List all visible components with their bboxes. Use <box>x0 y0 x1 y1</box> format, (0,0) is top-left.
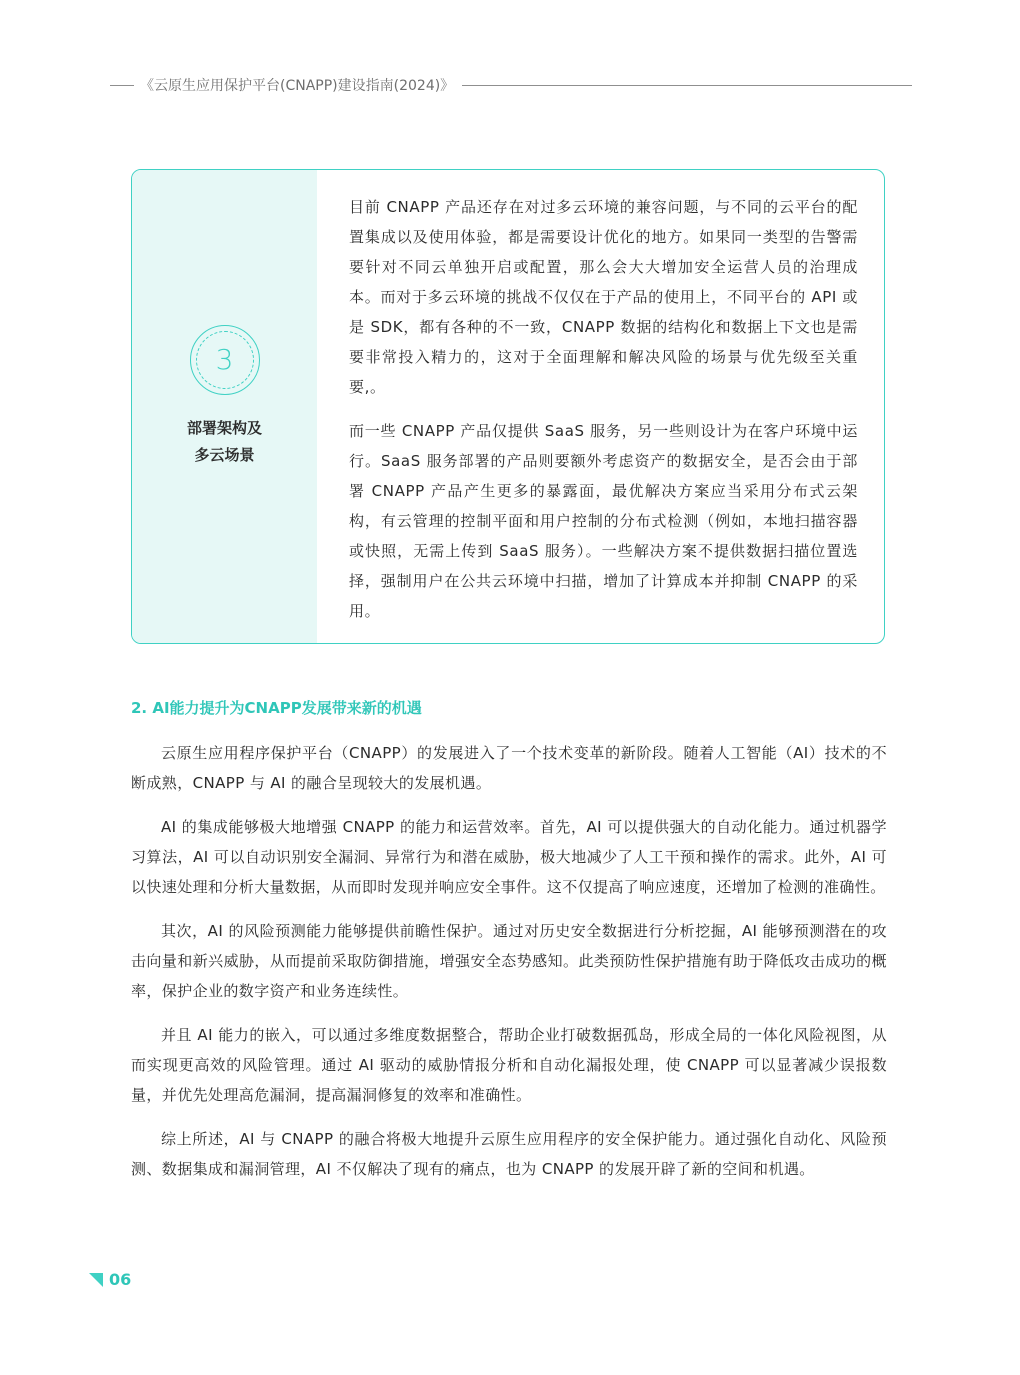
callout-paragraph: 目前 CNAPP 产品还存在对过多云环境的兼容问题，与不同的云平台的配置集成以及使用体验，都是需要设计优化的地方。如果同一类型的告警需要针对不同云单独开启或配置，那么会大大增加安全运营人员的治理成本。而对于多云环境的挑战不仅仅在于产品的使用上，不同平台的 API 或是 SDK，都有各种的不一致，CNAPP 数据的结构化和数据上下文也是需要非常投入精力的，这对于全面理解和解决风险的场景与优先级至关重要,。 <box>349 198 858 396</box>
page-number: 06 <box>109 1270 132 1289</box>
body-paragraph: 综上所述，AI 与 CNAPP 的融合将极大地提升云原生应用程序的安全保护能力。通过强化自动化、风险预测、数据集成和漏洞管理，AI 不仅解决了现有的痛点，也为 CNAPP 的发展开辟了新的空间和机遇。 <box>131 1130 887 1178</box>
document-title: 《云原生应用保护平台(CNAPP)建设指南(2024)》 <box>140 78 455 94</box>
callout-body <box>317 170 884 643</box>
body-paragraph: 其次，AI 的风险预测能力能够提供前瞻性保护。通过对历史安全数据进行分析挖掘，AI 能够预测潜在的攻击向量和新兴威胁，从而提前采取防御措施，增强安全态势感知。此类预防性保护措施有助于降低攻击成功的概率，保护企业的数字资产和业务连续性。 <box>131 922 887 1000</box>
section-heading: 2. AI能力提升为CNAPP发展带来新的机遇 <box>131 699 422 717</box>
corner-triangle-icon <box>89 1273 103 1287</box>
section-body <box>131 738 887 1198</box>
number-badge <box>190 325 260 395</box>
header-rule-left <box>110 85 134 86</box>
body-paragraph: AI 的集成能够极大地增强 CNAPP 的能力和运营效率。首先，AI 可以提供强大的自动化能力。通过机器学习算法，AI 可以自动识别安全漏洞、异常行为和潜在威胁，极大地减少了人工干预和操作的需求。此外，AI 可以快速处理和分析大量数据，从而即时发现并响应安全事件。这不仅提高了响应速度，还增加了检测的准确性。 <box>131 818 887 896</box>
header-rule-right <box>462 85 912 86</box>
body-paragraph: 云原生应用程序保护平台（CNAPP）的发展进入了一个技术变革的新阶段。随着人工智能（AI）技术的不断成熟，CNAPP 与 AI 的融合呈现较大的发展机遇。 <box>131 744 887 792</box>
callout-heading-line1: 部署架构及 <box>186 418 262 437</box>
running-header <box>110 74 912 96</box>
callout-paragraph: 而一些 CNAPP 产品仅提供 SaaS 服务，另一些则设计为在客户环境中运行。SaaS 服务部署的产品则要额外考虑资产的数据安全，是否会由于部署 CNAPP 产品产生更多的暴露面，最优解决方案应当采用分布式云架构，有云管理的控制平面和用户控制的分布式检测（例如，本地扫描容器或快照，无需上传到 SaaS 服务）。一些解决方案不提供数据扫描位置选择，强制用户在公共云环境中扫描，增加了计算成本并抑制 CNAPP 的采用。 <box>349 422 858 620</box>
callout-heading <box>170 415 280 469</box>
number-badge-value: 3 <box>196 331 254 389</box>
body-paragraph: 并且 AI 能力的嵌入，可以通过多维度数据整合，帮助企业打破数据孤岛，形成全局的一体化风险视图，从而实现更高效的风险管理。通过 AI 驱动的威胁情报分析和自动化漏报处理，使 CNAPP 可以显著减少误报数量，并优先处理高危漏洞，提高漏洞修复的效率和准确性。 <box>131 1026 887 1104</box>
callout-heading-line2: 多云场景 <box>194 445 255 464</box>
callout-sidebar <box>132 170 317 643</box>
page-footer <box>89 1270 131 1289</box>
callout-box <box>131 169 885 644</box>
